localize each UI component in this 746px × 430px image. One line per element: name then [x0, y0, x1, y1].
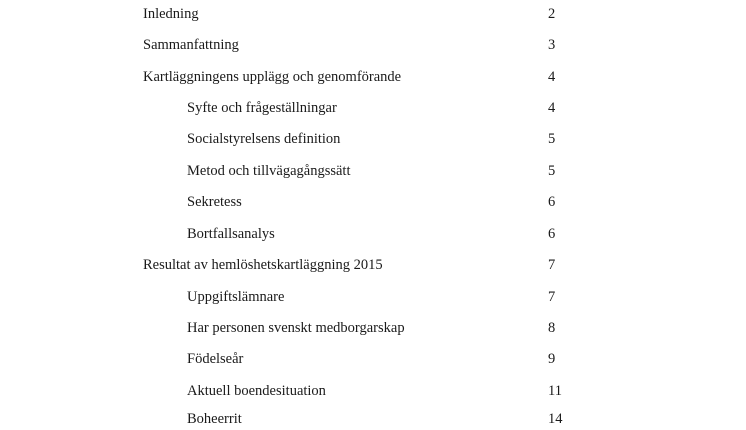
toc-entry-title: Inledning — [143, 6, 199, 22]
toc-entry-title: Metod och tillvägagångssätt — [187, 163, 351, 179]
toc-entry-page: 5 — [548, 163, 556, 179]
toc-entry-title: Har personen svenskt medborgarskap — [187, 320, 405, 336]
toc-entry-syfte[interactable] — [0, 97, 746, 119]
toc-entry-definition[interactable] — [0, 128, 746, 150]
toc-entry-page: 6 — [548, 194, 556, 210]
toc-entry-bortfallsanalys[interactable] — [0, 223, 746, 245]
toc-entry-sekretess[interactable] — [0, 191, 746, 213]
toc-entry-title: Födelseår — [187, 351, 244, 367]
toc-entry-page: 11 — [548, 383, 562, 399]
toc-entry-title: Boheerrit — [187, 411, 242, 427]
toc-entry-page: 14 — [548, 411, 563, 427]
toc-entry-boendesituation[interactable] — [0, 380, 746, 402]
toc-entry-page: 4 — [548, 69, 556, 85]
toc-entry-page: 9 — [548, 351, 556, 367]
toc-entry-page: 8 — [548, 320, 556, 336]
toc-entry-title: Sammanfattning — [143, 37, 239, 53]
toc-entry-fodelsear[interactable] — [0, 348, 746, 370]
toc-entry-page: 7 — [548, 289, 556, 305]
toc-entry-title: Syfte och frågeställningar — [187, 100, 337, 116]
toc-entry-title: Bortfallsanalys — [187, 226, 275, 242]
toc-entry-title: Kartläggningens upplägg och genomförande — [143, 69, 402, 85]
toc-entry-title: Resultat av hemlöshetskartläggning 2015 — [143, 257, 383, 273]
toc-entry-title: Sekretess — [187, 194, 242, 210]
toc-entry-page: 5 — [548, 131, 556, 147]
toc-entry-title: Aktuell boendesituation — [187, 383, 326, 399]
toc-entry-resultat[interactable] — [0, 254, 746, 276]
toc-entry-page: 6 — [548, 226, 556, 242]
toc-entry-page: 3 — [548, 37, 556, 53]
toc-entry-title: Uppgiftslämnare — [187, 289, 285, 305]
toc-entry-title: Socialstyrelsens definition — [187, 131, 341, 147]
toc-entry-upplagg[interactable] — [0, 66, 746, 88]
toc-entry-inledning[interactable] — [0, 3, 746, 25]
toc-entry-partial[interactable] — [0, 408, 746, 430]
toc-entry-uppgiftslamnare[interactable] — [0, 286, 746, 308]
toc-entry-page: 7 — [548, 257, 556, 273]
toc-entry-page: 2 — [548, 6, 556, 22]
toc-entry-medborgarskap[interactable] — [0, 317, 746, 339]
toc-entry-metod[interactable] — [0, 160, 746, 182]
toc-entry-sammanfattning[interactable] — [0, 34, 746, 56]
toc-entry-page: 4 — [548, 100, 556, 116]
